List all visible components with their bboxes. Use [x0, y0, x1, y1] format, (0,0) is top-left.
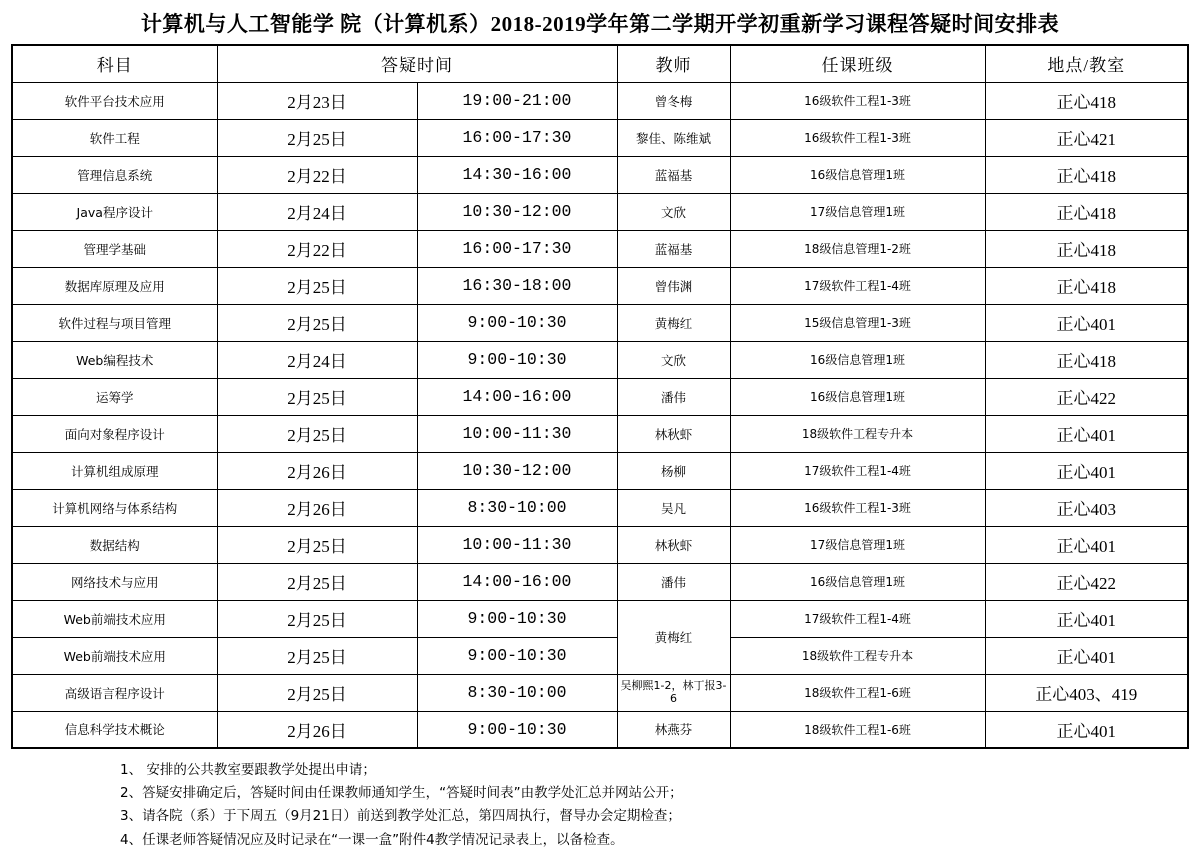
cell-subject: Web前端技术应用: [12, 600, 217, 637]
cell-date: 2月25日: [217, 563, 417, 600]
cell-room: 正心421: [985, 119, 1188, 156]
cell-time: 9:00-10:30: [417, 600, 617, 637]
cell-time: 16:30-18:00: [417, 267, 617, 304]
column-header-class: 任课班级: [730, 45, 985, 82]
cell-room: 正心422: [985, 563, 1188, 600]
cell-room: 正心401: [985, 600, 1188, 637]
cell-class: 18级软件工程1-6班: [730, 674, 985, 711]
cell-time: 16:00-17:30: [417, 230, 617, 267]
table-header-row: [12, 45, 1188, 82]
column-header-room: 地点/教室: [985, 45, 1188, 82]
cell-class: 18级软件工程专升本: [730, 637, 985, 674]
cell-time: 9:00-10:30: [417, 711, 617, 748]
cell-date: 2月26日: [217, 489, 417, 526]
cell-subject: 计算机组成原理: [12, 452, 217, 489]
cell-date: 2月25日: [217, 378, 417, 415]
cell-class: 15级信息管理1-3班: [730, 304, 985, 341]
cell-time: 14:00-16:00: [417, 563, 617, 600]
cell-teacher: 杨柳: [617, 452, 730, 489]
cell-room: 正心401: [985, 637, 1188, 674]
note-item: 3、请各院（系）于下周五（9月21日）前送到教学处汇总，第四周执行，督导办会定期检查；: [120, 808, 681, 825]
cell-date: 2月25日: [217, 600, 417, 637]
table-row: [12, 563, 1188, 600]
table-row: [12, 230, 1188, 267]
cell-time: 14:30-16:00: [417, 156, 617, 193]
cell-time: 10:00-11:30: [417, 526, 617, 563]
cell-time: 16:00-17:30: [417, 119, 617, 156]
cell-time: 8:30-10:00: [417, 489, 617, 526]
cell-class: 16级信息管理1班: [730, 341, 985, 378]
cell-class: 16级信息管理1班: [730, 378, 985, 415]
cell-room: 正心401: [985, 304, 1188, 341]
cell-class: 17级软件工程1-4班: [730, 452, 985, 489]
cell-subject: 信息科学技术概论: [12, 711, 217, 748]
cell-subject: 计算机网络与体系结构: [12, 489, 217, 526]
table-row: [12, 600, 1188, 637]
cell-room: 正心403、419: [985, 674, 1188, 711]
column-header-teacher: 教师: [617, 45, 730, 82]
table-row: [12, 489, 1188, 526]
cell-subject: 管理信息系统: [12, 156, 217, 193]
cell-teacher: 曾冬梅: [617, 82, 730, 119]
cell-time: 9:00-10:30: [417, 637, 617, 674]
cell-date: 2月26日: [217, 452, 417, 489]
cell-room: 正心418: [985, 156, 1188, 193]
cell-class: 16级信息管理1班: [730, 156, 985, 193]
cell-time: 10:30-12:00: [417, 452, 617, 489]
cell-class: 17级信息管理1班: [730, 526, 985, 563]
cell-time: 8:30-10:00: [417, 674, 617, 711]
table-row: [12, 378, 1188, 415]
cell-teacher: 黎佳、陈维斌: [617, 119, 730, 156]
cell-room: 正心418: [985, 82, 1188, 119]
cell-time: 10:30-12:00: [417, 193, 617, 230]
cell-subject: 数据结构: [12, 526, 217, 563]
notes-list: [0, 759, 1200, 852]
cell-date: 2月26日: [217, 711, 417, 748]
table-row: [12, 637, 1188, 674]
table-row: [12, 341, 1188, 378]
table-row: [12, 711, 1188, 748]
table-body: [12, 82, 1188, 748]
cell-class: 17级软件工程1-4班: [730, 267, 985, 304]
cell-teacher: 林秋虾: [617, 526, 730, 563]
cell-teacher: 潘伟: [617, 563, 730, 600]
cell-teacher: 黄梅红: [617, 600, 730, 674]
cell-date: 2月25日: [217, 415, 417, 452]
cell-class: 16级软件工程1-3班: [730, 489, 985, 526]
cell-teacher: 潘伟: [617, 378, 730, 415]
cell-date: 2月25日: [217, 637, 417, 674]
cell-time: 14:00-16:00: [417, 378, 617, 415]
cell-room: 正心422: [985, 378, 1188, 415]
cell-room: 正心403: [985, 489, 1188, 526]
cell-teacher: 吴柳熙1-2，林丁报3-6: [617, 674, 730, 711]
table-row: [12, 267, 1188, 304]
table-row: [12, 156, 1188, 193]
cell-class: 18级信息管理1-2班: [730, 230, 985, 267]
cell-subject: Web前端技术应用: [12, 637, 217, 674]
table-row: [12, 452, 1188, 489]
column-header-subject: 科目: [12, 45, 217, 82]
table-row: [12, 119, 1188, 156]
cell-class: 16级软件工程1-3班: [730, 82, 985, 119]
note-item: 4、任课老师答疑情况应及时记录在“一课一盒”附件4教学情况记录表上，以备检查。: [120, 831, 624, 848]
cell-class: 17级软件工程1-4班: [730, 600, 985, 637]
cell-time: 10:00-11:30: [417, 415, 617, 452]
cell-date: 2月22日: [217, 156, 417, 193]
cell-class: 16级信息管理1班: [730, 563, 985, 600]
table-header: [12, 45, 1188, 82]
table-row: [12, 526, 1188, 563]
cell-teacher: 文欣: [617, 341, 730, 378]
cell-teacher: 林燕芬: [617, 711, 730, 748]
table-row: [12, 193, 1188, 230]
cell-room: 正心418: [985, 341, 1188, 378]
cell-subject: 面向对象程序设计: [12, 415, 217, 452]
note-item: 1、 安排的公共教室要跟教学处提出申请；: [120, 762, 376, 778]
cell-subject: 运筹学: [12, 378, 217, 415]
cell-date: 2月24日: [217, 193, 417, 230]
cell-class: 18级软件工程专升本: [730, 415, 985, 452]
cell-room: 正心401: [985, 526, 1188, 563]
cell-date: 2月22日: [217, 230, 417, 267]
cell-subject: Java程序设计: [12, 193, 217, 230]
cell-room: 正心401: [985, 452, 1188, 489]
cell-class: 17级信息管理1班: [730, 193, 985, 230]
schedule-table: [11, 44, 1189, 749]
cell-date: 2月24日: [217, 341, 417, 378]
cell-teacher: 蓝福基: [617, 156, 730, 193]
cell-class: 16级软件工程1-3班: [730, 119, 985, 156]
page-title: 计算机与人工智能学 院（计算机系）2018-2019学年第二学期开学初重新学习课程答疑时间安排表: [140, 12, 1060, 36]
cell-room: 正心418: [985, 193, 1188, 230]
cell-subject: 软件过程与项目管理: [12, 304, 217, 341]
column-header-answer-time: 答疑时间: [217, 45, 617, 82]
cell-teacher: 黄梅红: [617, 304, 730, 341]
cell-teacher: 文欣: [617, 193, 730, 230]
cell-date: 2月23日: [217, 82, 417, 119]
cell-time: 9:00-10:30: [417, 304, 617, 341]
cell-room: 正心418: [985, 230, 1188, 267]
cell-room: 正心401: [985, 415, 1188, 452]
table-row: [12, 674, 1188, 711]
cell-room: 正心418: [985, 267, 1188, 304]
cell-class: 18级软件工程1-6班: [730, 711, 985, 748]
cell-subject: 管理学基础: [12, 230, 217, 267]
cell-subject: 软件平台技术应用: [12, 82, 217, 119]
cell-time: 19:00-21:00: [417, 82, 617, 119]
cell-date: 2月25日: [217, 119, 417, 156]
cell-subject: 软件工程: [12, 119, 217, 156]
cell-date: 2月25日: [217, 526, 417, 563]
cell-subject: 高级语言程序设计: [12, 674, 217, 711]
cell-date: 2月25日: [217, 674, 417, 711]
cell-subject: 网络技术与应用: [12, 563, 217, 600]
cell-subject: Web编程技术: [12, 341, 217, 378]
cell-time: 9:00-10:30: [417, 341, 617, 378]
table-row: [12, 82, 1188, 119]
cell-subject: 数据库原理及应用: [12, 267, 217, 304]
cell-teacher: 蓝福基: [617, 230, 730, 267]
table-row: [12, 415, 1188, 452]
cell-teacher: 吴凡: [617, 489, 730, 526]
cell-room: 正心401: [985, 711, 1188, 748]
cell-date: 2月25日: [217, 267, 417, 304]
cell-teacher: 林秋虾: [617, 415, 730, 452]
note-item: 2、答疑安排确定后，答疑时间由任课教师通知学生，“答疑时间表”由教学处汇总并网站公开；: [120, 785, 683, 802]
cell-teacher: 曾伟渊: [617, 267, 730, 304]
table-row: [12, 304, 1188, 341]
cell-date: 2月25日: [217, 304, 417, 341]
